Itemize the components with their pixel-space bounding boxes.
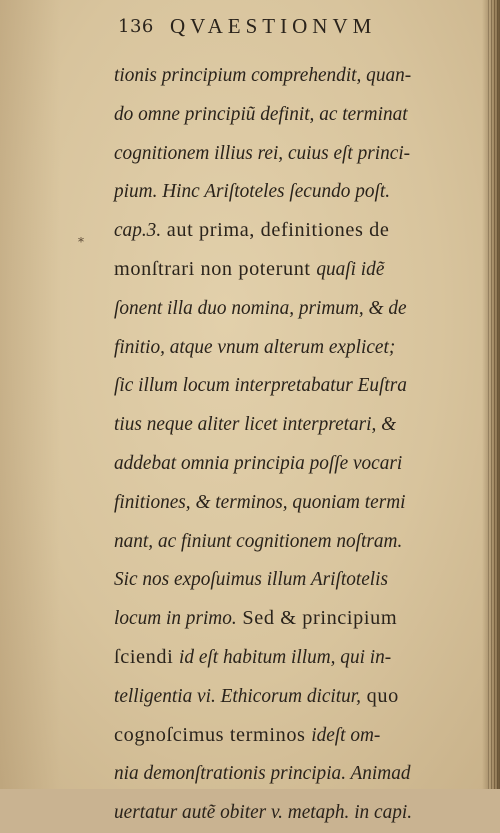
italic-text: do omne principiũ definit, ac terminat [114,103,408,125]
text-line [114,250,482,289]
roman-text: cognoſcimus terminos [114,723,312,746]
italic-text: tius neque aliter licet interpretari, & [114,414,397,436]
text-line [114,522,482,561]
italic-text: addebat omnia principia poſſe vocari [114,452,403,474]
text-line [114,405,482,444]
roman-text: ſciendi [114,645,180,668]
running-head: QVAESTIONVM [170,14,377,38]
italic-text: nant, ac finiunt cognitionem noſtram. [114,530,403,552]
italic-text: cognitionem illius rei, cuius eſt princi- [114,142,411,164]
roman-text: monſtrari non poterunt [114,257,317,280]
text-line [114,677,482,716]
roman-text: quo [361,684,399,707]
italic-text: pium. Hinc Ariſtoteles ſecundo poſt. [114,181,391,203]
italic-text: ideſt om- [311,724,381,746]
italic-text: nia demonſtrationis principia. Animad [114,763,411,785]
italic-text: finitio, atque vnum alterum explicet; [114,336,396,358]
italic-text: ſic illum locum interpretabatur Euſtra [114,375,407,397]
body-text [114,56,486,832]
text-line [114,211,482,250]
text-line [114,95,482,134]
page-header [118,14,458,42]
page-stain [0,0,60,789]
italic-text: uertatur autẽ obiter v. metaph. in capi. [114,802,413,824]
text-line [114,289,482,328]
italic-text: Sic nos expoſuimus illum Ariſtotelis [114,569,388,591]
page-edge-stack [488,0,498,789]
italic-text: cap.3. [114,220,162,242]
italic-text: locum in primo. [114,608,237,630]
margin-mark: ⁎ [78,231,84,245]
text-line [114,56,482,95]
text-line [114,134,482,173]
text-line [114,638,482,677]
text-line [114,560,482,599]
italic-text: id eſt habitum illum, qui in- [179,646,392,668]
italic-text: tionis principium comprehendit, quan- [114,65,412,86]
text-line [114,444,482,483]
text-line [114,483,482,522]
roman-text: Sed & principium [236,607,398,630]
text-line [114,793,482,832]
page-number: 136 [118,16,154,37]
italic-text: telligentia vi. Ethicorum dicitur, [114,685,362,707]
text-line [114,366,482,405]
text-line [114,716,482,755]
italic-text: quaſi idẽ [316,258,385,280]
italic-text: finitiones, & terminos, quoniam termi [114,491,406,513]
text-line [114,172,482,211]
roman-text: aut prima, definitiones de [161,219,390,242]
text-line [114,599,482,638]
italic-text: ſonent illa duo nomina, primum, & de [114,297,407,319]
text-line [114,328,482,367]
text-line [114,754,482,793]
